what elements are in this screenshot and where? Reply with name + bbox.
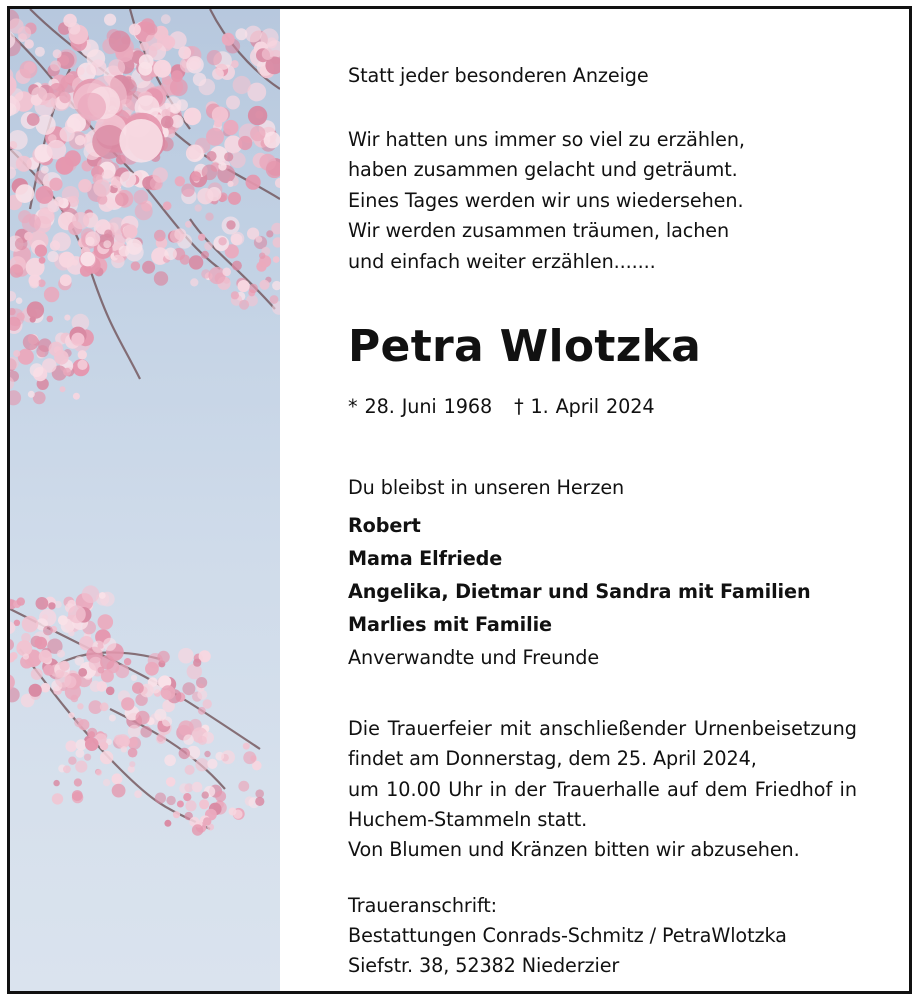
ceremony-line: Huchem-Stammeln statt.	[348, 808, 588, 831]
birth-date: * 28. Juni 1968	[348, 395, 493, 418]
mourner-name: Mama Elfriede	[348, 547, 503, 570]
poem-line: haben zusammen gelacht und geträumt.	[348, 158, 738, 181]
obituary-text	[348, 9, 888, 991]
cherry-blossom-icon	[10, 9, 280, 991]
ceremony-line: findet am Donnerstag, dem 25. April 2024,	[348, 747, 757, 770]
life-dates	[348, 392, 654, 422]
mourner-name: Marlies mit Familie	[348, 613, 552, 636]
poem-line: Wir hatten uns immer so viel zu erzählen,	[348, 128, 745, 151]
mourner-name: Angelika, Dietmar und Sandra mit Familien	[348, 580, 811, 603]
mourners-others: Anverwandte und Freunde	[348, 646, 600, 669]
address-line: Siefstr. 38, 52382 Niederzier	[348, 954, 620, 977]
ceremony-line: Die Trauerfeier mit anschließender Urnenbeisetzung	[348, 717, 857, 740]
mourner-name: Robert	[348, 514, 421, 537]
death-date: † 1. April 2024	[514, 395, 655, 418]
poem-line: und einfach weiter erzählen.......	[348, 250, 656, 273]
notice-heading: Statt jeder besonderen Anzeige	[348, 64, 649, 87]
ceremony-line: um 10.00 Uhr in der Trauerhalle auf dem Friedhof in	[348, 778, 857, 801]
obituary-notice	[7, 6, 912, 994]
poem-line: Eines Tages werden wir uns wiedersehen.	[348, 189, 744, 212]
address-label: Traueranschrift:	[348, 894, 498, 917]
poem-line: Wir werden zusammen träumen, lachen	[348, 219, 730, 242]
ceremony-line: Von Blumen und Kränzen bitten wir abzusehen.	[348, 838, 800, 861]
cherry-blossom-photo	[10, 9, 280, 991]
deceased-name: Petra Wlotzka	[348, 321, 702, 372]
address-line: Bestattungen Conrads-Schmitz / PetraWlotzka	[348, 924, 787, 947]
mourners-intro: Du bleibst in unseren Herzen	[348, 476, 625, 499]
